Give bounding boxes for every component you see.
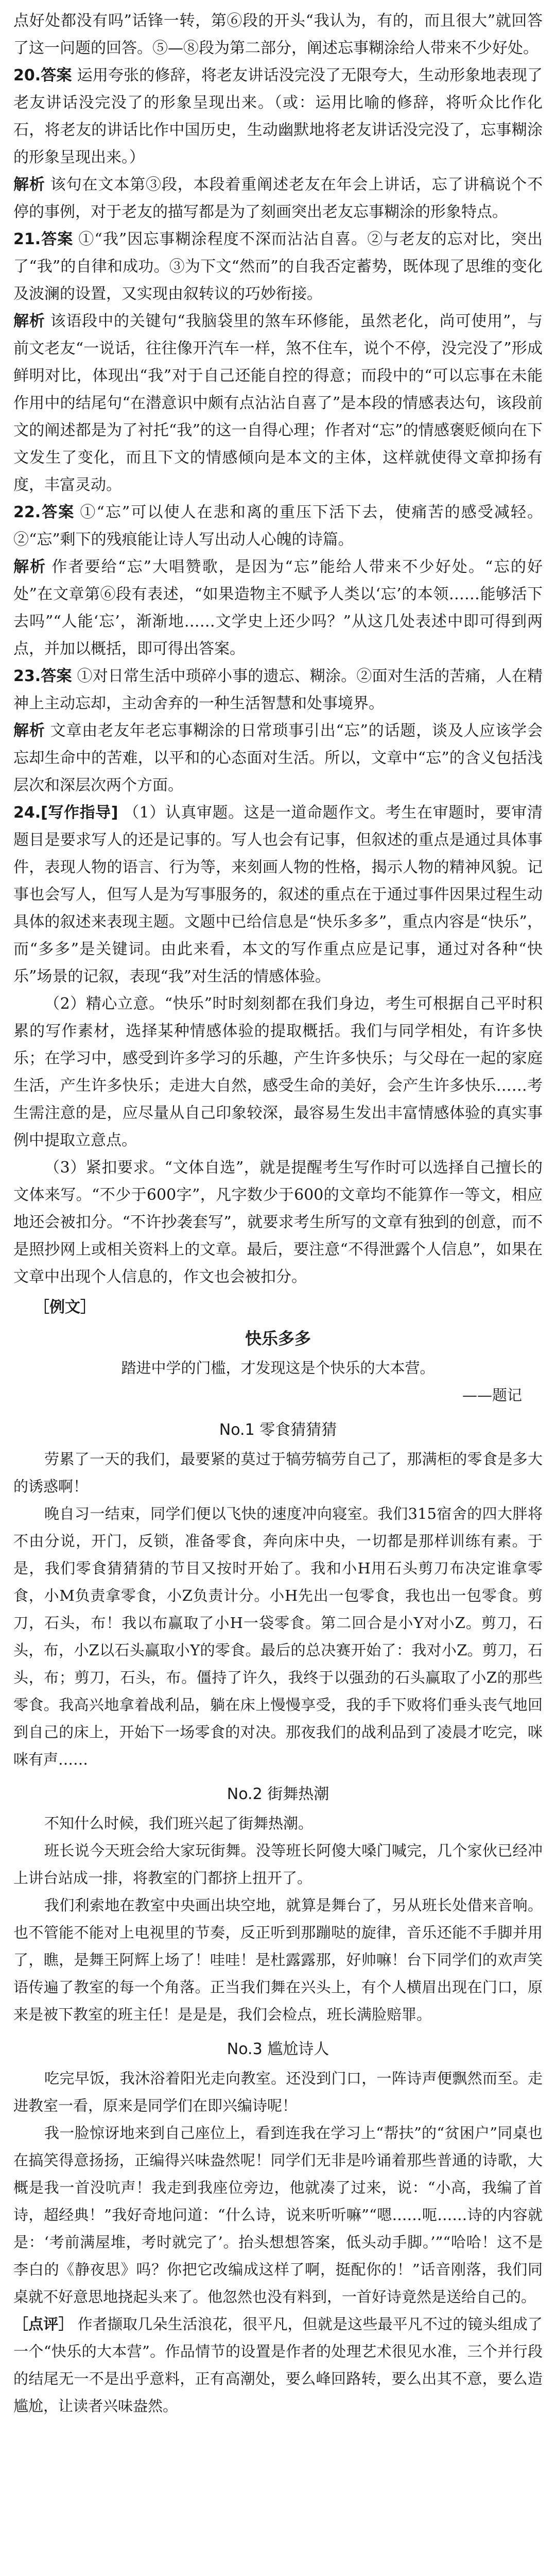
essay-paragraph: 我们利索地在教室中央画出块空地，就算是舞台了，另从班长处借来音响。也不管能不能对上电视里的节奏，反正听到那蹦哒的旋律，音乐还能不手脚并用了，瞧，是舞王阿辉上场了！哇哇！是杜露露那，好帅嘛！台下同学们的欢声笑语传遍了教室的每一个角落。正当我们舞在兴头上，有个人横眉出现在门口，原来是被下教室的班主任！是是是，我们会检点，班长满脸赔罪。 bbox=[13, 1896, 543, 2023]
question-24 bbox=[13, 799, 543, 1291]
section-title-3: No.3 尴尬诗人 bbox=[227, 2040, 329, 2058]
analysis-text: 作者要给“忘”大唱赞歌，是因为“忘”能给人带来不少好处。“忘的好处”在文章第⑥段有表述，“如果造物主不赋予人类以‘忘’的本领……能够活下去吗”“人能‘忘’，渐渐地……文学史上还少吗？”从这几处表述中即可得到两点，并加以概括，即可得出答案。 bbox=[13, 558, 543, 658]
epigraph-source: ——题记 bbox=[462, 1386, 522, 1404]
essay-paragraph: 晚自习一结束，同学们便以飞快的速度冲向寝室。我们315宿舍的四大胖将不由分说，开门，反锁，准备零食，奔向床中央，一切都是那样训练有素。于是，我们零食猜猜猜的节目又按时开始了。我和小H用石头剪刀布决定谁拿零食，小M负责拿零食，小Z负责计分。小H先出一包零食，我也出一包零食。剪刀，石头，布！我以布赢取了小H一袋零食。第二回合是小Y对小Z。剪刀，石头，布，小Z以石头赢取小Y的零食。最后的总决赛开始了：我对小Z。剪刀，石头，布；剪刀，石头，布。僵持了许久，我终于以强劲的石头赢取了小Z的那些零食。我高兴地拿着战利品，躺在床上慢慢享受，我的手下败将们垂头丧气地回到自己的床上，开始下一场零食的对决。那夜我们的战利品到了凌晨才吃完，咪咪有声…… bbox=[13, 1505, 543, 1768]
analysis-label: 解析 bbox=[13, 722, 45, 740]
question-number: 22. bbox=[13, 503, 41, 521]
guide-paragraph-1: （1）认真审题。这是一道命题作文。考生在审题时，要审清题目是要求写人的还是记事的。写人也会有记事，但叙述的重点是通过具体事件，表现人物的语言、行为等，来刻画人物的性格，揭示人物的精神风貌。记事也会写人，但写人是为写事服务的，叙述的重点在于通过事件因果过程生动具体的叙述来表现主题。文题中已给信息是“快乐多多”，重点内容是“快乐”，而“多多”是关键词。由此来看，本文的写作重点应是记事，通过对各种“快乐”场景的记叙，表现“我”对生活的情感体验。 bbox=[13, 804, 543, 986]
answer-text: ①“我”因忘事糊涂程度不深而沾沾自喜。②与老友的忘对比，突出了“我”的自律和成功。③为下文“然而”的自我否定蓄势，既体现了思维的变化及波澜的设置，又实现由叙转议的巧妙衔接。 bbox=[13, 230, 543, 303]
writing-guide-tag: [写作指导] bbox=[41, 804, 118, 822]
question-number: 24. bbox=[13, 804, 41, 822]
answer-label: 答案 bbox=[41, 66, 72, 84]
intro-paragraph: 点好处都没有吗”话锋一转，第⑥段的开头“我认为，有的，而且很大”就回答了这一问题的回答。⑤—⑧段为第二部分，阐述忘事糊涂给人带来不少好处。 bbox=[13, 12, 543, 57]
analysis-text: 该语段中的关键句“我脑袋里的煞车环修能，虽然老化，尚可使用”，与前文老友“一说话，往往像开汽车一样，煞不住车，说个不停，没完没了”形成鲜明对比，体现出“我”对于自己还能自控的得意；而段中的“可以忘事在未能作用中的结尾句“在潜意识中颇有点沾沾自喜了”是本段的情感表达句，该段前文的阐述都是为了衬托“我”的这一自得心理；作者对“忘”的情感褒贬倾向在下文发生了变化，而且下文的情感倾向是本文的主体，这样就使得文章抑扬有度，丰富灵动。 bbox=[13, 312, 543, 494]
question-21 bbox=[13, 226, 543, 499]
answer-text: ①对日常生活中琐碎小事的遗忘、糊涂。②面对生活的苦痛，人在精神上主动忘却，主动舍弃的一种生活智慧和处事境界。 bbox=[13, 667, 543, 713]
question-number: 20. bbox=[13, 66, 41, 84]
question-20 bbox=[13, 62, 543, 226]
essay-paragraph: 劳累了一天的我们，最要紧的莫过于犒劳犒劳自己了，那满柜的零食是多大的诱惑啊！ bbox=[13, 1450, 543, 1495]
answer-label: 答案 bbox=[41, 667, 72, 685]
answer-text: 运用夸张的修辞，将老友讲话没完没了无限夸大，生动形象地表现了老友讲话没完没了的形象呈现出来。（或：运用比喻的修辞，将听众比作化石，将老友的讲话比作中国历史，生动幽默地将老友讲话没完没了，忘事糊涂的形象呈现出来。） bbox=[13, 66, 543, 166]
essay-paragraph: 不知什么时候，我们班兴起了街舞热潮。 bbox=[44, 1815, 314, 1832]
answer-text: ①“忘”可以使人在悲和离的重压下活下去，使痛苦的感受减轻。②“忘”剩下的残痕能让诗人写出动人心魄的诗篇。 bbox=[13, 503, 543, 549]
essay-paragraph: 吃完早饭，我沐浴着阳光走向教室。还没到门口，一阵诗声便飘然而至。走进教室一看，原来是同学们在即兴编诗呢！ bbox=[13, 2070, 543, 2114]
example-essay bbox=[13, 1325, 543, 2420]
analysis-text: 该句在文本第③段，本段着重阐述老友在年会上讲话，忘了讲稿说个不停的事例，对于老友的描写都是为了刻画突出老友忘事糊涂的形象特点。 bbox=[13, 176, 543, 221]
question-23 bbox=[13, 663, 543, 799]
answer-label: 答案 bbox=[41, 503, 75, 521]
section-title-1: No.1 零食猜猜猜 bbox=[219, 1421, 337, 1439]
essay-title: 快乐多多 bbox=[245, 1329, 311, 1348]
essay-paragraph: 我一脸惊讶地来到自己座位上，看到连我在学习上“帮扶”的“贫困户”同桌也在搞笑得意扬扬，正编得兴味盎然呢！同学们无非是吟诵着那些普通的诗歌，大概是我一首没吭声！我走到我座位旁边，他就凑了过来，说：“小高，我编了首诗，超经典！”我好奇地问道：“什么诗，说来听听嘛”“嗯……呃……诗的内容就是：‘考前满屋堆，考时就完了’。抬头想想答案，低头动手脚。’”“哈哈！这不是李白的《静夜思》吗？你把它改编成这样了啊，挺配你的！”话音刚落，我们同桌就不好意思地挠起头来了。他忽然也没有料到，一首好诗竟然是送给自己的。 bbox=[13, 2124, 543, 2306]
comment-text: 作者撷取几朵生活浪花，很平凡，但就是这些最平凡不过的镜头组成了一个“快乐的大本营”。作品情节的设置是作者的处理艺术很见水准，三个并行段的结尾无一不是出乎意料，正有高潮处，要么峰回路转，要么出其不意，要么造尴尬，让读者兴味盎然。 bbox=[13, 2315, 543, 2415]
analysis-text: 文章由老友年老忘事糊涂的日常琐事引出“忘”的话题，谈及人应该学会忘却生命中的苦难，以平和的心态面对生活。所以，文章中“忘”的含义包括浅层次和深层次两个方面。 bbox=[13, 722, 543, 794]
example-tag: ［例文］ bbox=[34, 1298, 96, 1316]
analysis-label: 解析 bbox=[13, 176, 45, 194]
analysis-label: 解析 bbox=[13, 312, 45, 330]
question-22 bbox=[13, 499, 543, 663]
question-number: 23. bbox=[13, 667, 41, 685]
epigraph: 踏进中学的门槛，才发现这是个快乐的大本营。 bbox=[121, 1359, 435, 1377]
guide-paragraph-2: （2）精心立意。“快乐”时时刻刻都在我们身边，考生可根据自己平时积累的写作素材，选择某种情感体验的提取概括。我们与同学相处，有许多快乐；在学习中，感受到许多学习的乐趣，产生许多快乐；与父母在一起的家庭生活，产生许多快乐；走进大自然，感受生命的美好，会产生许多快乐……考生需注意的是，应尽量从自己印象较深，最容易生发出丰富情感体验的真实事例中提取立意点。 bbox=[13, 995, 543, 1149]
answer-label: 答案 bbox=[41, 230, 74, 248]
section-title-2: No.2 街舞热潮 bbox=[227, 1785, 329, 1803]
comment-tag: ［点评］ bbox=[13, 2315, 74, 2333]
analysis-label: 解析 bbox=[13, 558, 47, 576]
question-number: 21. bbox=[13, 230, 41, 248]
guide-paragraph-3: （3）紧扣要求。“文体自选”，就是提醒考生写作时可以选择自己擅长的文体来写。“不少于600字”，凡字数少于600的文章均不能算作一等文，相应地还会被扣分。“不许抄袭套写”，就要求考生所写的文章有独到的创意，而不是照抄网上或相关资料上的文章。最后，要注意“不得泄露个人信息”，如果在文章中出现个人信息的，作文也会被扣分。 bbox=[13, 1159, 543, 1286]
essay-paragraph: 班长说今天班会给大家玩街舞。没等班长阿傻大嗓门喊完，几个家伙已经冲上讲台站成一排，将教室的门都挤上扭开了。 bbox=[13, 1842, 543, 1887]
